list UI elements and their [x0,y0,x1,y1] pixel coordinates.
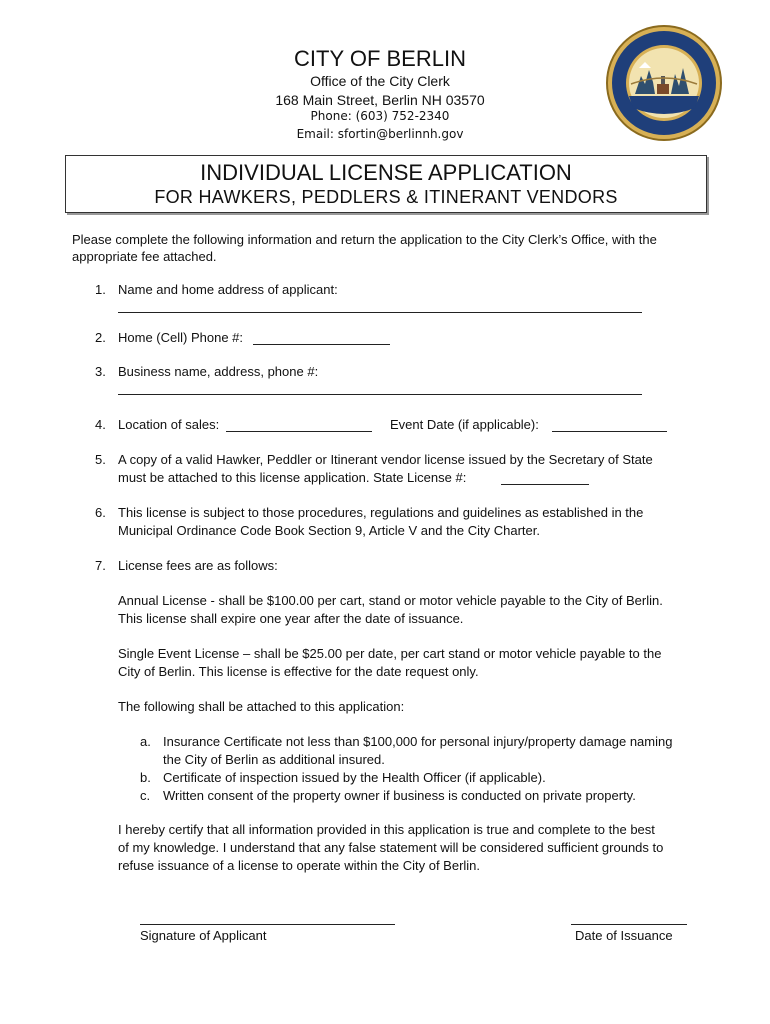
signature-label: Signature of Applicant [140,928,267,943]
office-phone: Phone: (603) 752-2340 [310,109,450,123]
item-1-label: Name and home address of applicant: [118,282,338,297]
date-of-issuance-field[interactable] [571,924,687,925]
attachment-b-marker: b. [140,770,151,785]
city-seal-icon [605,24,723,142]
annual-fee-line-2: This license shall expire one year after the date of issuance. [118,611,464,626]
city-title: CITY OF BERLIN [294,46,466,71]
event-date-field[interactable] [552,431,667,432]
intro-line-1: Please complete the following information and return the application to the City Clerk’s Office, with the [72,232,657,247]
signature-field[interactable] [140,924,395,925]
item-4-label: Location of sales: [118,417,220,432]
item-6-number: 6. [95,505,106,520]
form-subtitle: FOR HAWKERS, PEDDLERS & ITINERANT VENDORS [154,187,618,207]
office-address: 168 Main Street, Berlin NH 03570 [275,92,485,108]
location-of-sales-field[interactable] [226,431,372,432]
intro-line-2: appropriate fee attached. [72,249,217,264]
attachment-a-line-2: the City of Berlin as additional insured. [163,752,385,767]
item-6-line-1: This license is subject to those procedures, regulations and guidelines as established in the [118,505,644,520]
certify-line-1: I hereby certify that all information provided in this application is true and complete to the best [118,822,655,837]
attachments-heading: The following shall be attached to this application: [118,699,405,714]
item-5-line-1: A copy of a valid Hawker, Peddler or Itinerant vendor license issued by the Secretary of State [118,452,653,467]
office-email: Email: sfortin@berlinnh.gov [296,127,464,141]
home-phone-field[interactable] [253,344,390,345]
item-3-label: Business name, address, phone #: [118,364,319,379]
item-7-label: License fees are as follows: [118,558,278,573]
event-date-label: Event Date (if applicable): [390,417,539,432]
item-2-label: Home (Cell) Phone #: [118,330,243,345]
applicant-name-address-field[interactable] [118,312,642,313]
item-3-number: 3. [95,364,106,379]
office-name: Office of the City Clerk [310,73,450,89]
item-2-number: 2. [95,330,106,345]
attachment-a-line-1: Insurance Certificate not less than $100,000 for personal injury/property damage naming [163,734,673,749]
certify-line-3: refuse issuance of a license to operate within the City of Berlin. [118,858,481,873]
annual-fee-line-1: Annual License - shall be $100.00 per cart, stand or motor vehicle payable to the City of Berlin. [118,593,663,608]
attachment-c-marker: c. [140,788,151,803]
attachment-c-text: Written consent of the property owner if business is conducted on private property. [163,788,636,803]
item-5-line-2: must be attached to this license application. State License #: [118,470,467,485]
item-5-number: 5. [95,452,106,467]
item-4-number: 4. [95,417,106,432]
date-of-issuance-label: Date of Issuance [575,928,673,943]
attachment-a-marker: a. [140,734,151,749]
title-box [65,155,707,213]
business-info-field[interactable] [118,394,642,395]
attachment-b-text: Certificate of inspection issued by the Health Officer (if applicable). [163,770,546,785]
state-license-field[interactable] [501,484,589,485]
certify-line-2: of my knowledge. I understand that any false statement will be considered sufficient grounds to [118,840,664,855]
item-7-number: 7. [95,558,106,573]
single-fee-line-1: Single Event License – shall be $25.00 per date, per cart stand or motor vehicle payable to the [118,646,662,661]
single-fee-line-2: City of Berlin. This license is effective for the date request only. [118,664,479,679]
item-6-line-2: Municipal Ordinance Code Book Section 9, Article V and the City Charter. [118,523,540,538]
item-1-number: 1. [95,282,106,297]
form-title: INDIVIDUAL LICENSE APPLICATION [200,160,572,185]
